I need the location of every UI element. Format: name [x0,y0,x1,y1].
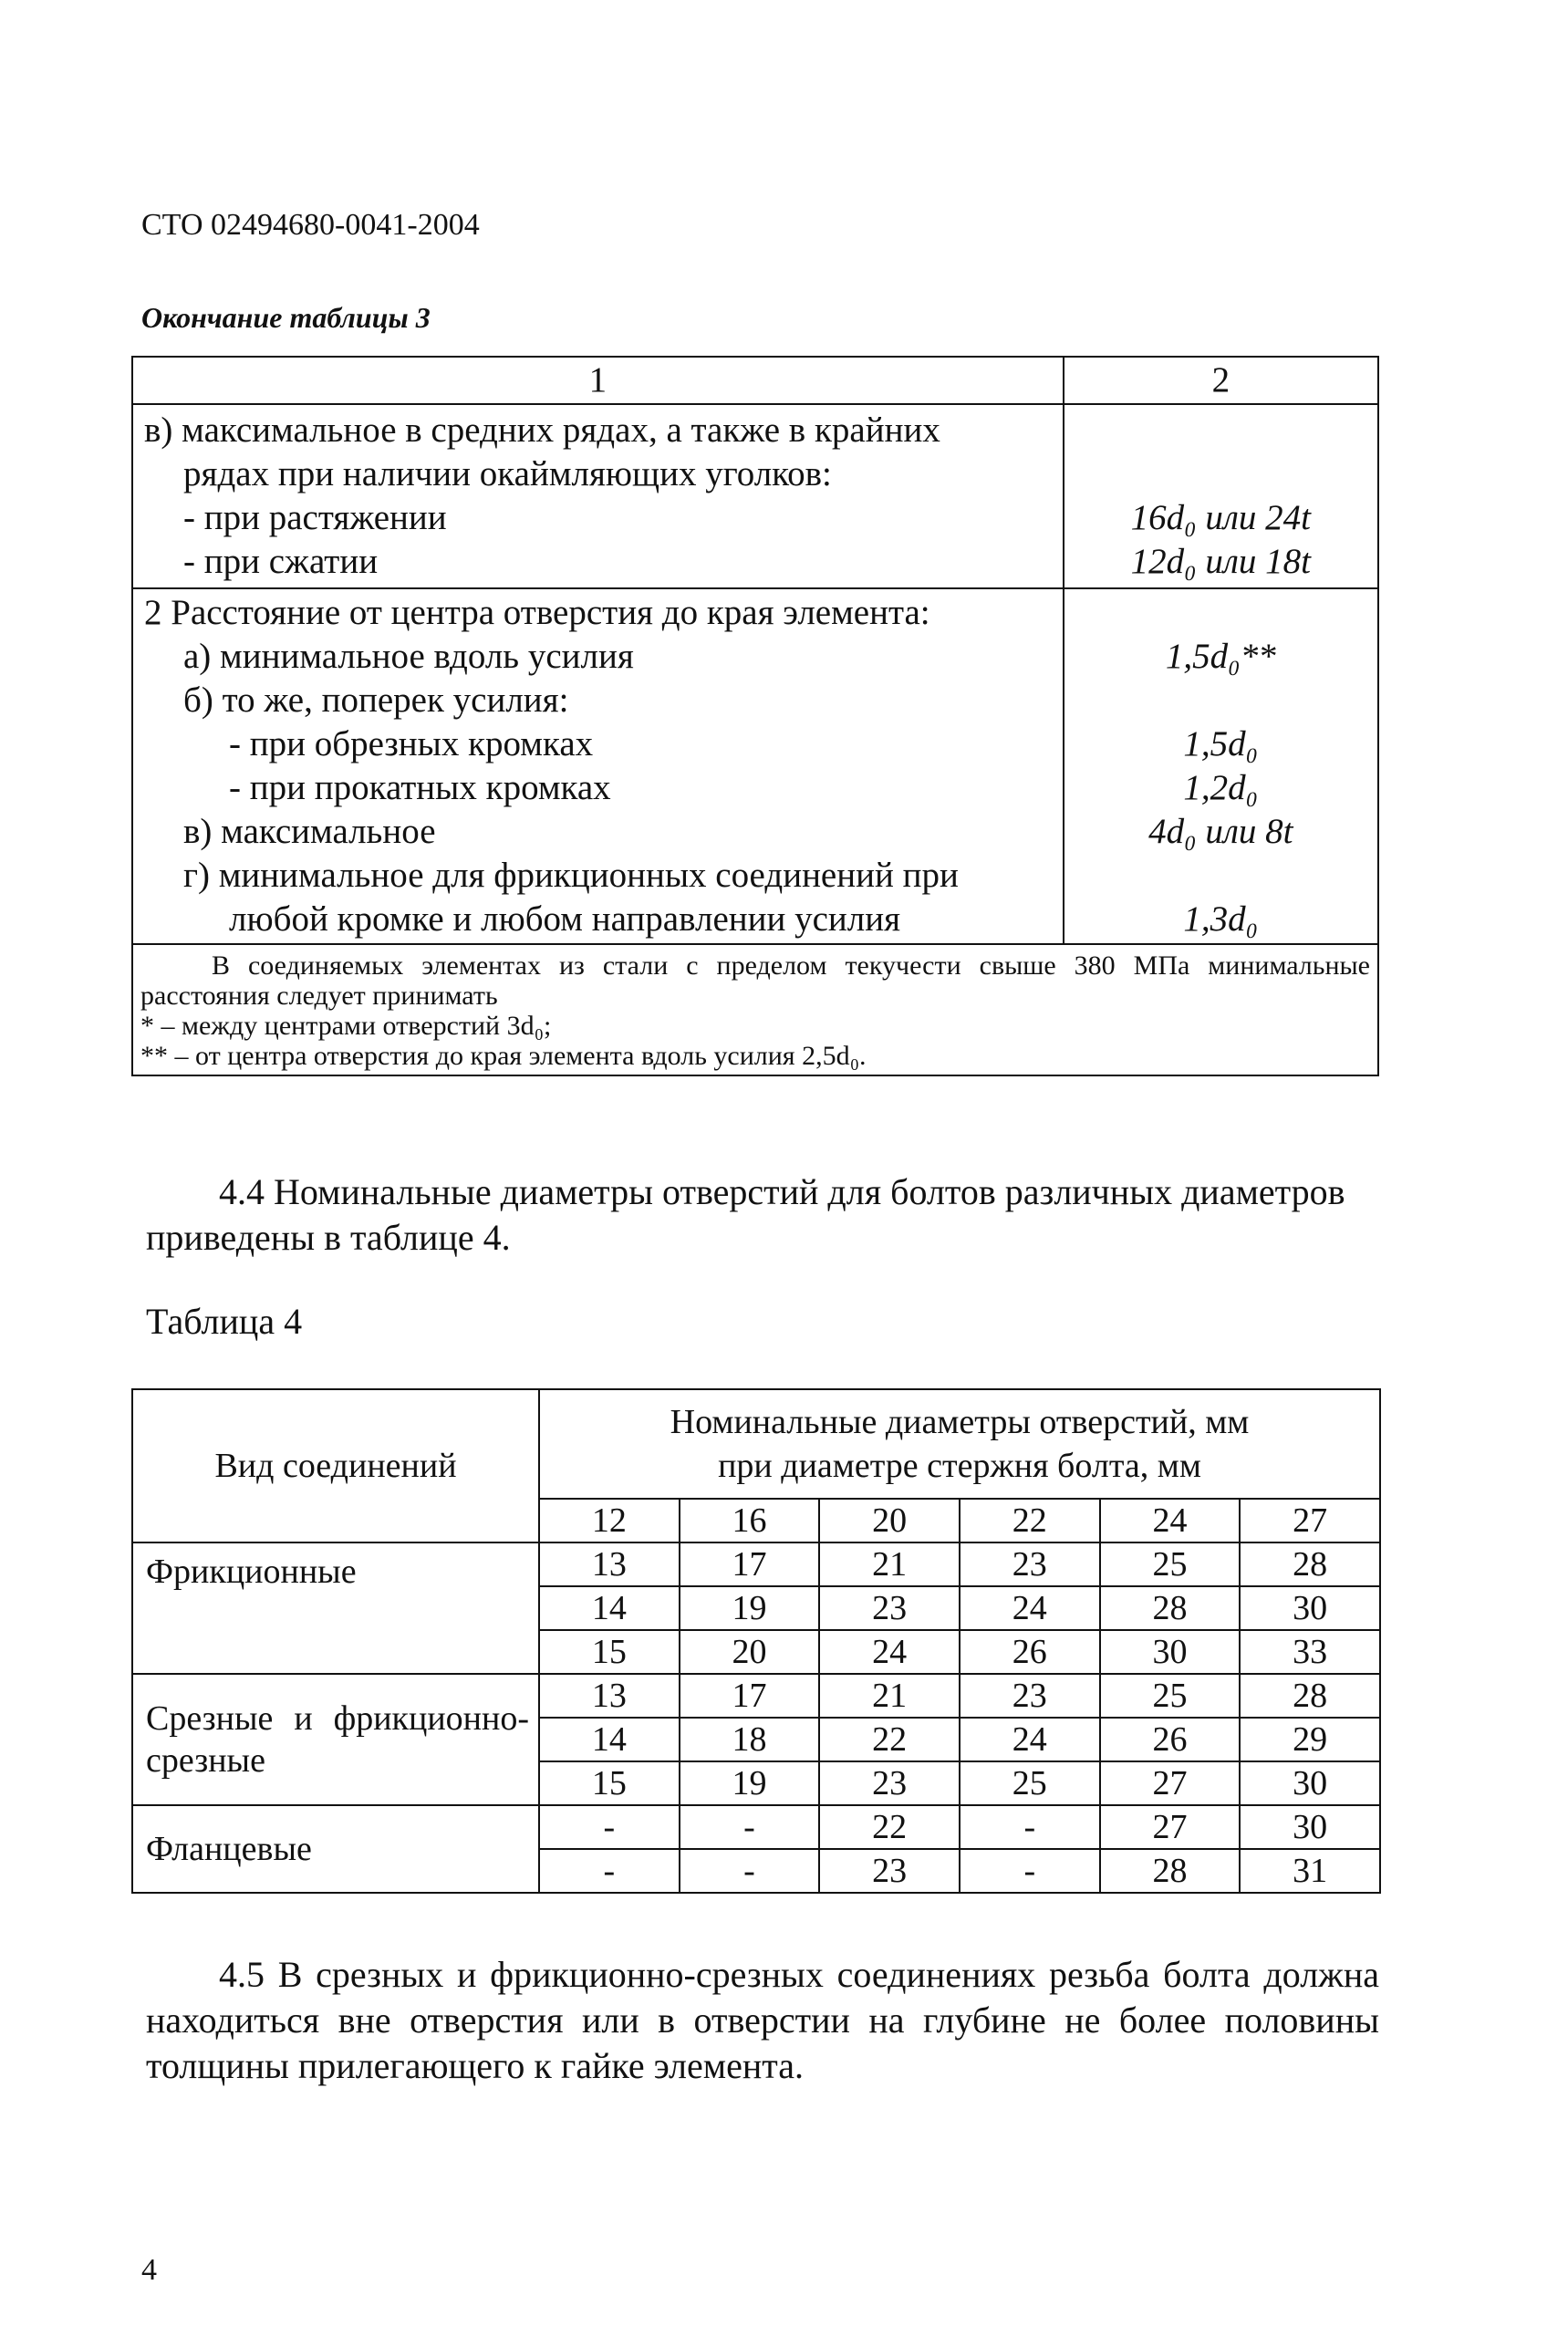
table3-row2-line: - при обрезных кромках [229,724,594,763]
table3-note-line: * – между центрами отверстий 3d₀; [140,1011,552,1041]
table4-cell: - [539,1849,680,1893]
table4-row [132,1805,1380,1849]
section-4-4-paragraph [146,1169,1379,1261]
table4 [131,1388,1381,1894]
table3-row2-line: г) минимальное для фрикционных соединений при [183,856,959,895]
table3-row2-line: 2 Расстояние от центра отверстия до края элемента: [144,593,930,632]
table4-cell: 30 [1240,1586,1380,1630]
table4-cell: 17 [680,1542,820,1586]
table3-row2-value [1064,679,1377,722]
table4-cell: 24 [960,1718,1100,1761]
table3-row2-line: в) максимальное [183,812,436,851]
table3-row2-line: - при прокатных кромках [229,768,611,807]
table4-cell: 28 [1240,1542,1380,1586]
table4-cell: 19 [680,1761,820,1805]
table4-cell: 27 [1100,1805,1241,1849]
table4-cell: 27 [1100,1761,1241,1805]
table3-note-line: В соединяемых элементах из стали с пределом текучести свыше 380 МПа минимальные расстояния следует принимать [140,950,1370,1011]
table4-cell: 22 [819,1718,960,1761]
table4-cell: 15 [539,1630,680,1674]
table4-kind-friction: Фрикционные [132,1542,539,1674]
table4-cell: 28 [1100,1586,1241,1630]
section-4-5-text: 4.5 В срезных и фрикционно-срезных соединениях резьба болта должна находиться вне отверстия или в отверстии на глубине не более половины толщины прилегающего к гайке элемента. [146,1954,1379,2086]
table4-kind-header: Вид соединений [132,1389,539,1542]
table4-cell: 19 [680,1586,820,1630]
table4-cell: 18 [680,1718,820,1761]
table3-row1-line: - при растяжении [183,498,447,537]
table4-cell: - [680,1849,820,1893]
table4-row [132,1674,1380,1718]
table4-caption: Таблица 4 [146,1301,303,1342]
table3-row2-line: б) то же, поперек усилия: [183,680,569,720]
table4-diameter-header-line: Номинальные диаметры отверстий, мм [670,1403,1250,1441]
table4-cell: 31 [1240,1849,1380,1893]
table4-cell: 26 [960,1630,1100,1674]
table4-cell: 25 [1100,1674,1241,1718]
table4-cell: 25 [1100,1542,1241,1586]
table3-continuation [131,356,1379,1076]
table3-note [132,944,1378,1075]
table4-cell: 20 [680,1630,820,1674]
table3-row1-line: в) максимальное в средних рядах, а также в крайних [144,410,940,450]
table4-cell: 13 [539,1542,680,1586]
table4-cell: 23 [819,1761,960,1805]
section-4-5-paragraph [146,1952,1379,2089]
table4-cell: 23 [960,1674,1100,1718]
table3-row2-line: а) минимальное вдоль усилия [183,637,634,676]
table3-row1-line: - при сжатии [183,542,379,581]
table4-cell: 23 [819,1849,960,1893]
table4-cell: 26 [1100,1718,1241,1761]
table4-cell: 14 [539,1586,680,1630]
table3-continuation-title: Окончание таблицы 3 [141,301,431,334]
table4-cell: 23 [819,1586,960,1630]
table3-row2-value: 4d₀ или 8t [1148,812,1293,851]
table4-kind-shear-friction: Срезные и фрикционно-срезные [132,1674,539,1805]
page-number: 4 [141,2253,157,2287]
table4-bolt-diameter: 20 [819,1499,960,1542]
table4-cell: 21 [819,1674,960,1718]
table4-cell: 28 [1240,1674,1380,1718]
table3-row-edge-distance [132,588,1378,944]
table4-cell: 29 [1240,1718,1380,1761]
table3-row1-value: 16d₀ или 24t [1130,498,1312,537]
table4-cell: 21 [819,1542,960,1586]
table4-cell: 33 [1240,1630,1380,1674]
table3-row2-value [1064,854,1377,898]
document-code-header: СТО 02494680-0041-2004 [141,208,480,242]
table4-cell: 24 [819,1630,960,1674]
table3-note-row [132,944,1378,1075]
table4-diameter-header [539,1389,1380,1499]
table3-row1-value: 12d₀ или 18t [1130,542,1312,581]
table4-cell: 23 [960,1542,1100,1586]
table4-bolt-diameter: 27 [1240,1499,1380,1542]
table3-row2-line: любой кромке и любом направлении усилия [229,899,901,939]
table3-col2-header: 2 [1064,357,1378,404]
table4-cell: 15 [539,1761,680,1805]
table3-row-max-spacing [132,404,1378,588]
table3-col1-header: 1 [132,357,1064,404]
table4-cell: 28 [1100,1849,1241,1893]
table4-cell: 13 [539,1674,680,1718]
table3-note-line: ** – от центра отверстия до края элемента вдоль усилия 2,5d₀. [140,1041,867,1071]
table4-bolt-diameter: 16 [680,1499,820,1542]
table4-cell: 17 [680,1674,820,1718]
table4-cell: 30 [1240,1761,1380,1805]
table3-row2-value [1064,591,1377,635]
table4-cell: - [960,1805,1100,1849]
table4-header-row [132,1389,1380,1499]
table4-cell: 24 [960,1586,1100,1630]
table4-cell: 14 [539,1718,680,1761]
section-4-4-line: приведены в таблице 4. [146,1217,511,1258]
table3-row1-value [1064,452,1377,496]
table4-cell: 22 [819,1805,960,1849]
table4-bolt-diameter: 12 [539,1499,680,1542]
table3-row2-value: 1,2d₀ [1183,768,1259,807]
table3-header-row [132,357,1378,404]
table4-cell: 25 [960,1761,1100,1805]
table3-row1-line: рядах при наличии окаймляющих уголков: [183,454,832,493]
table3-row2-value: 1,5d₀ [1183,724,1259,763]
table4-cell: 30 [1100,1630,1241,1674]
table4-bolt-diameter: 22 [960,1499,1100,1542]
table3-row2-value: 1,3d₀ [1183,899,1259,939]
section-4-4-line: 4.4 Номинальные диаметры отверстий для болтов различных диаметров [219,1171,1345,1212]
table3-row2-value: 1,5d₀** [1165,637,1276,676]
table4-bolt-diameter: 24 [1100,1499,1241,1542]
table4-cell: 30 [1240,1805,1380,1849]
table4-kind-flange: Фланцевые [132,1805,539,1893]
table4-cell: - [539,1805,680,1849]
table4-diameter-header-line: при диаметре стержня болта, мм [718,1447,1201,1485]
table4-row [132,1542,1380,1586]
table3-row1-value [1064,409,1377,452]
table4-cell: - [960,1849,1100,1893]
table4-cell: - [680,1805,820,1849]
